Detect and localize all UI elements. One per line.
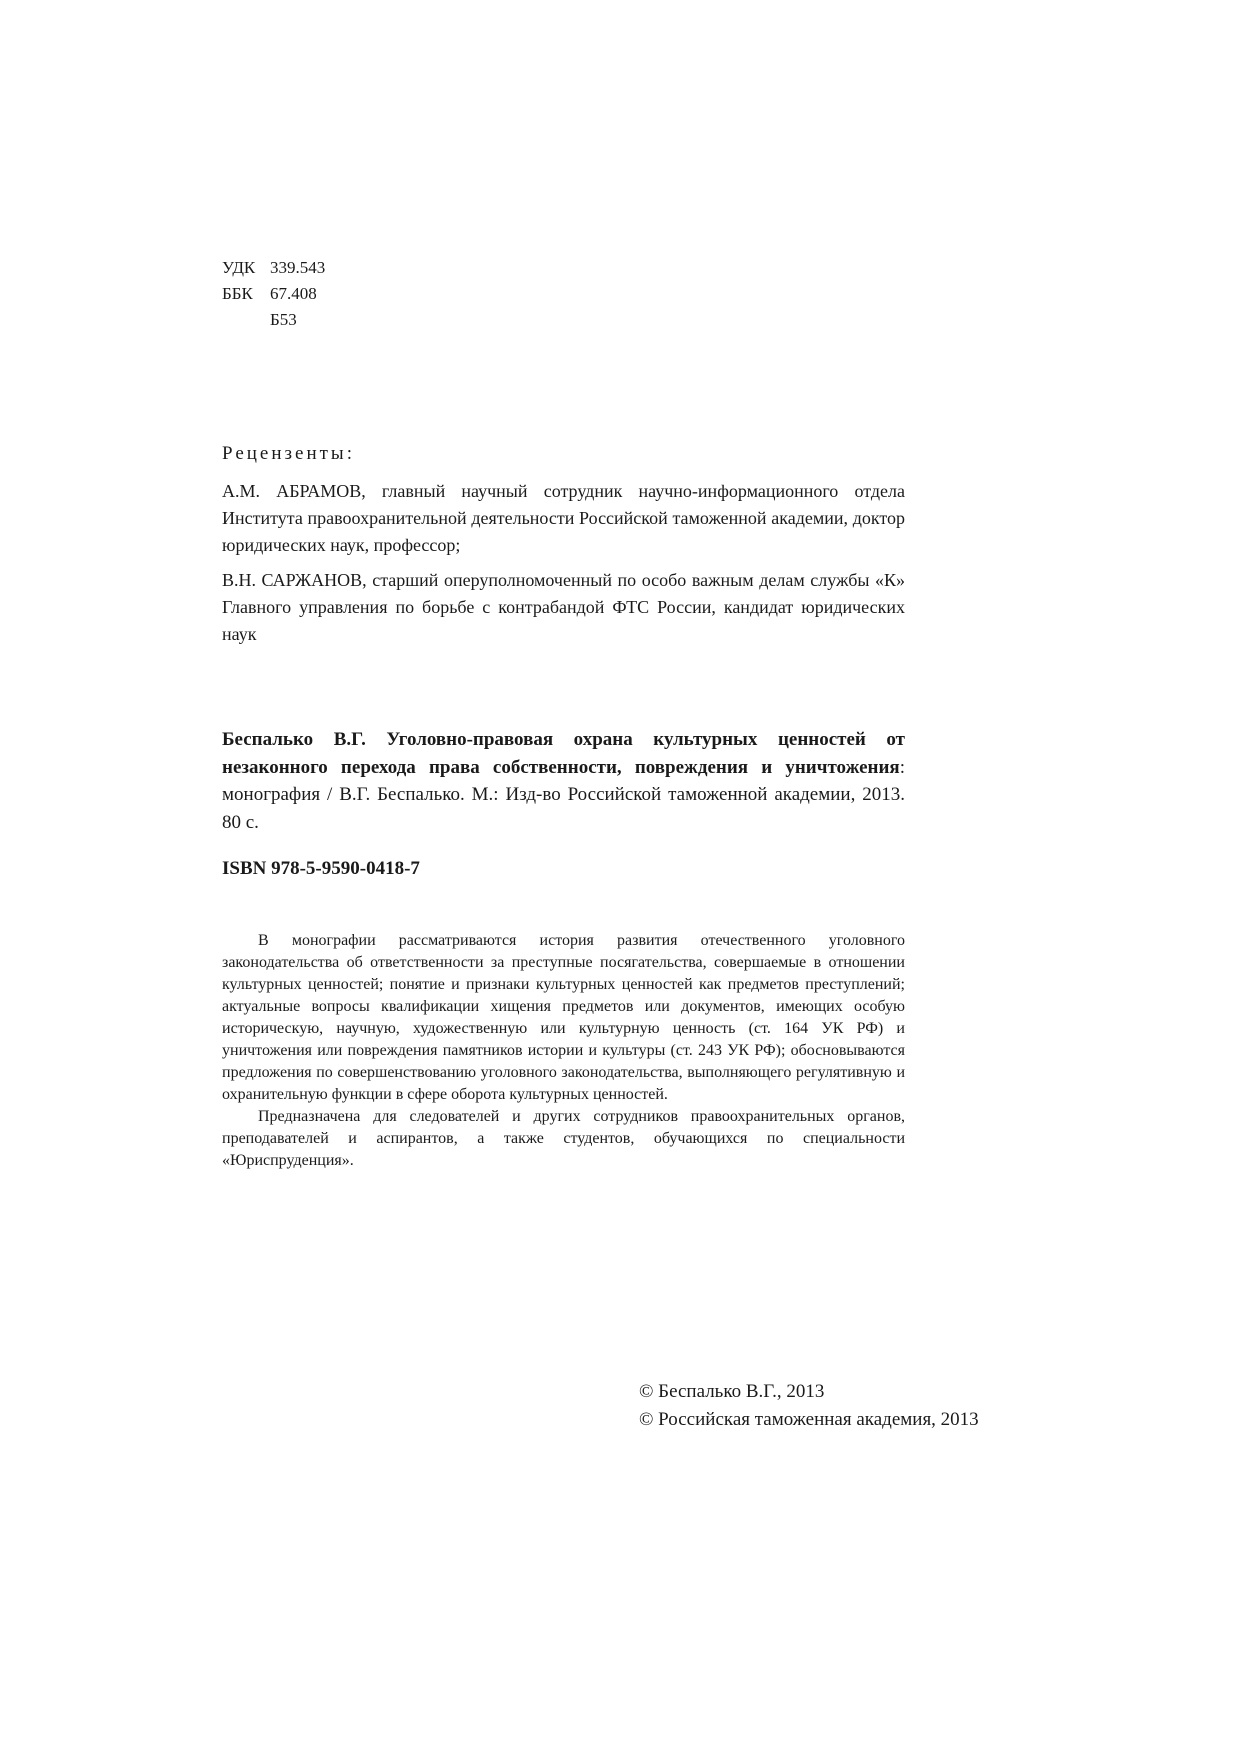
author-mark-row — [222, 307, 325, 333]
author-mark: Б53 — [270, 310, 297, 329]
reviewer-entry: В.Н. САРЖАНОВ, старший оперуполномоченный по особо важным делам службы «К» Главного управления по борьбе с контрабандой ФТС России, кандидат юридических наук — [222, 570, 905, 644]
book-imprint: : монография / В.Г. Беспалько. М.: Изд-во Российской таможенной академии, 2013. 80 с. — [222, 756, 905, 833]
classification-block — [222, 255, 325, 333]
copyright-publisher: © Российская таможенная академия, 2013 — [639, 1409, 979, 1430]
copyright-block — [639, 1378, 979, 1434]
abstract-paragraph: Предназначена для следователей и других сотрудников правоохранительных органов, преподавателей и аспирантов, а также студентов, обучающихся по специальности «Юриспруденция». — [222, 1108, 905, 1169]
udk-row — [222, 255, 325, 281]
abstract — [222, 930, 905, 1172]
bbk-value: 67.408 — [270, 284, 317, 303]
bbk-label: ББК — [222, 284, 253, 303]
abstract-paragraph: В монографии рассматриваются история развития отечественного уголовного законодательства об ответственности за преступные посягательства, совершаемые в отношении культурных ценностей; понятие и признаки культурных ценностей как предметов преступлений; актуальные вопросы квалификации хищения предметов или документов, имеющих особую историческую, научную, художественную или культурную ценность (ст. 164 УК РФ) и уничтожения или повреждения памятников истории и культуры (ст. 243 УК РФ); обосновываются предложения по совершенствованию уголовного законодательства, выполняющего регулятивную и охранительную функции в сфере оборота культурных ценностей. — [222, 932, 905, 1103]
copyright-author: © Беспалько В.Г., 2013 — [639, 1381, 825, 1402]
reviewers-heading: Рецензенты: — [222, 443, 355, 464]
reviewers-section — [222, 442, 905, 656]
reviewer-entry: А.М. АБРАМОВ, главный научный сотрудник научно-информационного отдела Института правоохранительной деятельности Российской таможенной академии, доктор юридических наук, профессор; — [222, 481, 905, 555]
udk-value: 339.543 — [270, 258, 326, 277]
udk-label: УДК — [222, 258, 256, 277]
bbk-row — [222, 281, 325, 307]
book-title: Беспалько В.Г. Уголовно-правовая охрана культурных ценностей от незаконного перехода права собственности, повреждения и уничтожения — [222, 729, 905, 778]
isbn: ISBN 978-5-9590-0418-7 — [222, 858, 420, 879]
bibliographic-record — [222, 726, 905, 836]
